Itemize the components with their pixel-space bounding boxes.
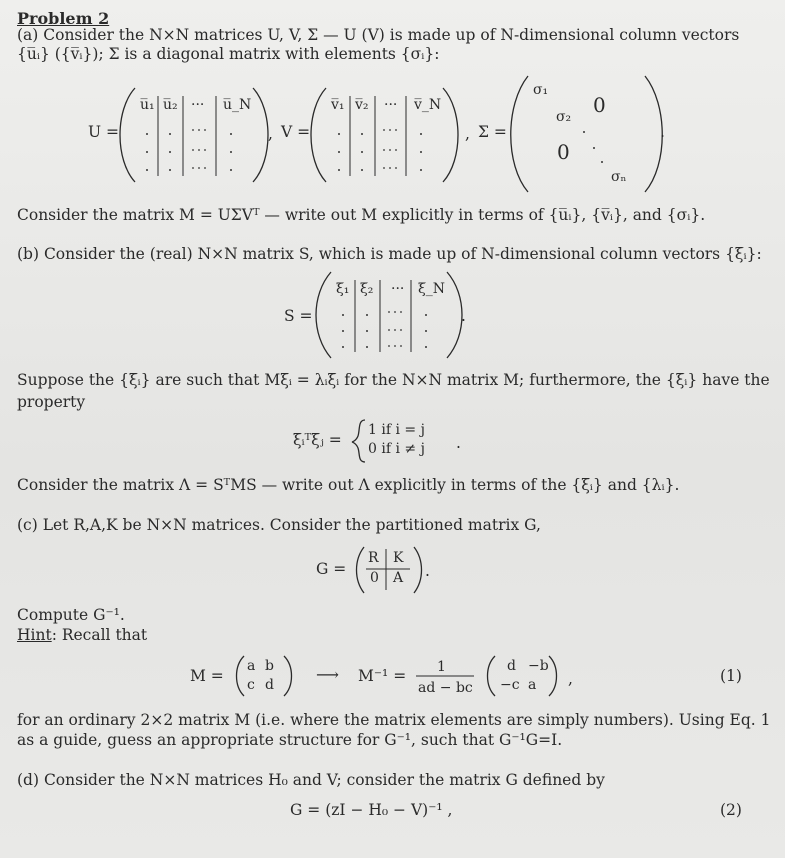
m-d: d <box>265 677 274 693</box>
part-a-line1: (a) Consider the N×N matrices U, V, Σ — U (V) is made up of N-dimensional column vectors <box>17 26 740 44</box>
part-c-line3: as a guide, guess an appropriate structure for G⁻¹, such that G⁻¹G=I. <box>17 731 563 749</box>
s-col-n: ξ̅_N <box>418 281 445 297</box>
problem-sheet: Problem 2 (a) Consider the N×N matrices U, V, Σ — U (V) is made up of N-dimensional column vectors {u̅ᵢ} ({v̅ᵢ}); Σ is a diagonal matrix with elements {σᵢ}: U = u̅₁ u̅₂ ··· u̅_N V = v̅₁ v̅₂ ··· v̅_N Σ = σ₁ σ₂ 0 0 σₙ . , , Consider the matrix M = UΣVᵀ — write out M explicitly in terms of {u̅ᵢ}, {v̅ᵢ}, and {σᵢ}. (b) Consider the (real) N×N matrix S, which is made up of N-dimensional column vectors {ξ̅ᵢ}: S = ξ̅₁ ξ̅₂ ··· ξ̅_N . Suppose the {ξ̅ᵢ} are such that Mξ̅ᵢ = λᵢξ̅ᵢ for the N×N matrix M; furthermore, the {ξ̅ᵢ} have the property ξ̅ᵢᵀξ̅ⱼ = 1 if i = j 0 if i ≠ j . Consider the matrix Λ = SᵀMS — write out Λ explicitly in terms of the {ξ̅ᵢ} and {λᵢ}. (c) Let R,A,K be N×N matrices. Consider the partitioned matrix G, G = R K 0 A . Compute G⁻¹. Hint: Recall that M = a b c d ⟶ M⁻¹ = 1 ad − bc d −b −c a , (1) for an ordinary 2×2 matrix M (i.e. where the matrix elements are simply numbers). Using Eq. 1 as a guide, guess an appropriate structure for G⁻¹, such that G⁻¹G=I. (d) Consider the N×N matrices H₀ and V; consider the matrix G defined by G = (zI − H₀ − V)⁻¹ , (2) <box>0 0 785 858</box>
maps-to-arrow: ⟶ <box>316 665 339 684</box>
v-col-n: v̅_N <box>414 97 442 113</box>
sigma-1: σ₁ <box>533 82 549 98</box>
u-col-dots: ··· <box>191 97 205 113</box>
green-function-eq: G = (zI − H₀ − V)⁻¹ , <box>290 801 453 819</box>
sigma-zero-lower: 0 <box>557 140 570 164</box>
part-c-line1: (c) Let R,A,K be N×N matrices. Consider the partitioned matrix G, <box>17 516 541 534</box>
s-col-1: ξ̅₁ <box>336 281 350 297</box>
v-label: V = <box>281 123 311 141</box>
part-b-line3: property <box>17 393 86 411</box>
part-b-line1: (b) Consider the (real) N×N matrix S, which is made up of N-dimensional column vectors {ξ̅ᵢ}: <box>17 245 762 263</box>
block-zero: 0 <box>370 570 379 586</box>
compute-line: Compute G⁻¹. <box>17 606 125 624</box>
minv-label: M⁻¹ = <box>358 667 407 685</box>
part-c-line2: for an ordinary 2×2 matrix M (i.e. where the matrix elements are simply numbers). Using Eq. 1 <box>17 711 771 729</box>
inv-minus-c: −c <box>500 677 520 693</box>
sigma-label: Σ = <box>478 123 507 141</box>
g-label: G = <box>316 560 347 578</box>
u-label: U = <box>88 123 119 141</box>
part-d-line1: (d) Consider the N×N matrices H₀ and V; consider the matrix G defined by <box>17 771 605 789</box>
hint-text: : Recall that <box>51 626 148 644</box>
s-col-dots: ··· <box>391 281 405 297</box>
eq-1-number: (1) <box>720 667 742 685</box>
inv-d: d <box>507 658 516 674</box>
frac-numerator: 1 <box>437 659 446 675</box>
u-col-1: u̅₁ <box>140 97 155 113</box>
v-col-dots: ··· <box>384 97 398 113</box>
v-col-2: v̅₂ <box>355 97 369 113</box>
s-col-2: ξ̅₂ <box>360 281 374 297</box>
ortho-lhs: ξ̅ᵢᵀξ̅ⱼ = <box>293 431 342 449</box>
part-b-question: Consider the matrix Λ = SᵀMS — write out Λ explicitly in terms of the {ξ̅ᵢ} and {λᵢ}. <box>17 476 680 494</box>
block-k: K <box>393 550 404 566</box>
part-b-line2: Suppose the {ξ̅ᵢ} are such that Mξ̅ᵢ = λᵢξ̅ᵢ for the N×N matrix M; furthermore, the {ξ̅ᵢ} have the <box>17 371 770 389</box>
m-b: b <box>265 658 274 674</box>
s-label: S = <box>284 307 313 325</box>
block-a: A <box>393 570 404 586</box>
problem-title: Problem 2 <box>17 9 110 28</box>
m-c: c <box>247 677 255 693</box>
u-col-2: u̅₂ <box>163 97 178 113</box>
sigma-zero-upper: 0 <box>593 93 606 117</box>
hint-label: Hint <box>17 626 52 644</box>
v-col-1: v̅₁ <box>331 97 345 113</box>
inv-minus-b: −b <box>528 658 549 674</box>
part-a-question: Consider the matrix M = UΣVᵀ — write out M explicitly in terms of {u̅ᵢ}, {v̅ᵢ}, and {σᵢ}. <box>17 206 706 224</box>
m-a: a <box>247 658 256 674</box>
part-a-line2: {u̅ᵢ} ({v̅ᵢ}); Σ is a diagonal matrix with elements {σᵢ}: <box>17 45 440 63</box>
sigma-n: σₙ <box>611 169 627 185</box>
inv-a: a <box>528 677 537 693</box>
u-col-n: u̅_N <box>223 97 252 113</box>
sigma-2: σ₂ <box>556 109 572 125</box>
ortho-case-2: 0 if i ≠ j <box>368 441 425 457</box>
eq-2-number: (2) <box>720 801 742 819</box>
m-label: M = <box>190 667 224 685</box>
frac-denominator: ad − bc <box>418 680 473 696</box>
block-r: R <box>368 550 379 566</box>
ortho-case-1: 1 if i = j <box>368 422 425 438</box>
